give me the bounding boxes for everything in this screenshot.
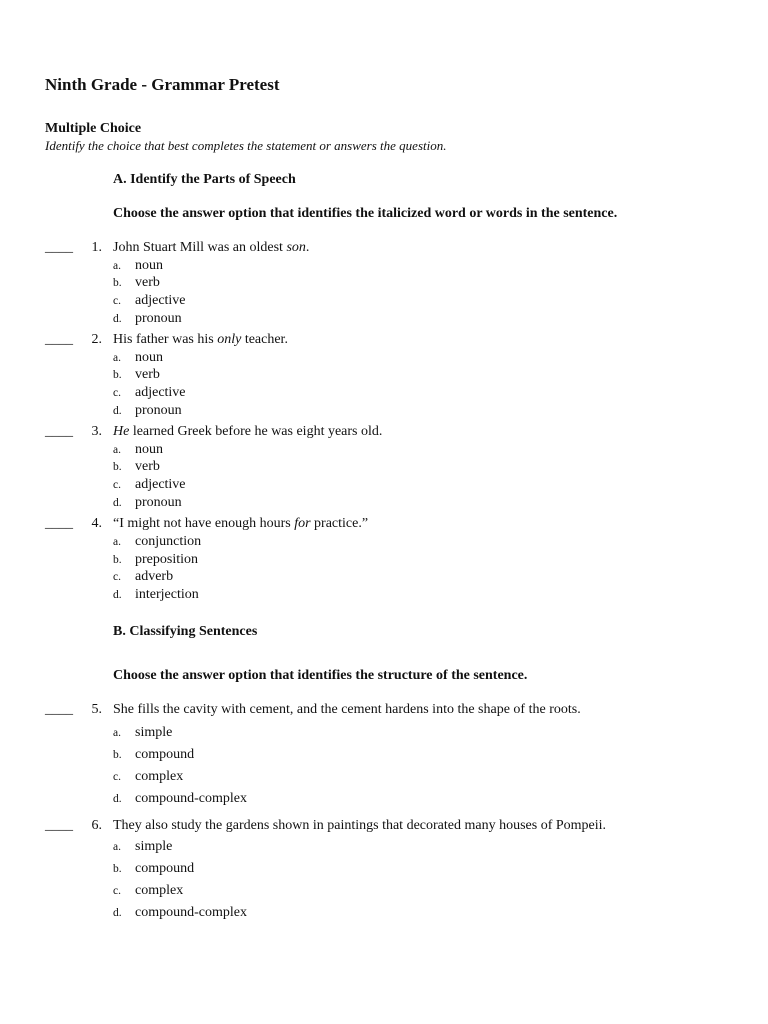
option-text: verb: [135, 459, 160, 474]
option-text: verb: [135, 367, 160, 382]
option-text: verb: [135, 275, 160, 290]
option-text: adjective: [135, 385, 186, 400]
option-letter: b.: [113, 863, 122, 875]
question-number: 4.: [91, 516, 102, 531]
question-text: “I might not have enough hours for practice.”: [113, 516, 369, 531]
answer-blank: ____: [45, 516, 73, 531]
option-text: noun: [135, 350, 163, 365]
option-letter: a.: [113, 727, 121, 739]
question-number: 1.: [91, 240, 102, 255]
option-text: noun: [135, 442, 163, 457]
option-text: pronoun: [135, 311, 182, 326]
option-letter: b.: [113, 554, 122, 566]
option-text: compound-complex: [135, 791, 247, 806]
option-text: adjective: [135, 293, 186, 308]
answer-blank: ____: [45, 424, 73, 439]
question-number: 2.: [91, 332, 102, 347]
answer-blank: ____: [45, 702, 73, 717]
option-text: adjective: [135, 477, 186, 492]
option-letter: d.: [113, 313, 122, 325]
option-letter: a.: [113, 352, 121, 364]
question-number: 6.: [91, 818, 102, 833]
option-text: simple: [135, 839, 173, 854]
option-letter: a.: [113, 260, 121, 272]
italicized-word: son: [286, 240, 306, 255]
option-letter: d.: [113, 907, 122, 919]
option-letter: a.: [113, 444, 121, 456]
option-text: pronoun: [135, 403, 182, 418]
option-letter: a.: [113, 536, 121, 548]
question-text: His father was his only teacher.: [113, 332, 288, 347]
option-letter: c.: [113, 771, 121, 783]
option-text: conjunction: [135, 534, 202, 549]
question-text: John Stuart Mill was an oldest son.: [113, 240, 310, 255]
option-text: complex: [135, 769, 184, 784]
question-text: She fills the cavity with cement, and the cement hardens into the shape of the roots.: [113, 702, 581, 717]
section-b-heading: B. Classifying Sentences: [113, 624, 258, 639]
option-text: compound: [135, 747, 195, 762]
section-b-instruction: Choose the answer option that identifies the structure of the sentence.: [113, 668, 528, 683]
answer-blank: ____: [45, 332, 73, 347]
option-letter: a.: [113, 841, 121, 853]
option-text: adverb: [135, 569, 174, 584]
question-text: They also study the gardens shown in paintings that decorated many houses of Pompeii.: [113, 818, 607, 833]
option-text: complex: [135, 883, 184, 898]
question-number: 5.: [91, 702, 102, 717]
italicized-word: only: [217, 332, 242, 347]
option-letter: b.: [113, 749, 122, 761]
option-text: compound-complex: [135, 905, 247, 920]
option-letter: b.: [113, 369, 122, 381]
option-letter: b.: [113, 277, 122, 289]
option-letter: c.: [113, 571, 121, 583]
option-letter: c.: [113, 479, 121, 491]
option-text: simple: [135, 725, 173, 740]
option-letter: d.: [113, 497, 122, 509]
answer-blank: ____: [45, 818, 73, 833]
option-letter: b.: [113, 461, 122, 473]
option-text: interjection: [135, 587, 199, 602]
general-instruction: Identify the choice that best completes the statement or answers the question.: [45, 138, 447, 153]
section-a-heading: A. Identify the Parts of Speech: [113, 172, 296, 187]
option-letter: d.: [113, 793, 122, 805]
option-letter: c.: [113, 885, 121, 897]
question-number: 3.: [91, 424, 102, 439]
option-text: noun: [135, 258, 163, 273]
section-type-heading: Multiple Choice: [45, 121, 142, 136]
option-letter: d.: [113, 589, 122, 601]
option-letter: c.: [113, 387, 121, 399]
question-text: He learned Greek before he was eight years old.: [113, 424, 383, 439]
section-a-instruction: Choose the answer option that identifies the italicized word or words in the sentence.: [113, 206, 618, 221]
option-letter: c.: [113, 295, 121, 307]
option-letter: d.: [113, 405, 122, 417]
answer-blank: ____: [45, 240, 73, 255]
option-text: preposition: [135, 552, 198, 567]
option-text: compound: [135, 861, 195, 876]
italicized-word: He: [113, 424, 130, 439]
page-title: Ninth Grade - Grammar Pretest: [45, 75, 280, 94]
italicized-word: for: [294, 516, 311, 531]
option-text: pronoun: [135, 495, 182, 510]
